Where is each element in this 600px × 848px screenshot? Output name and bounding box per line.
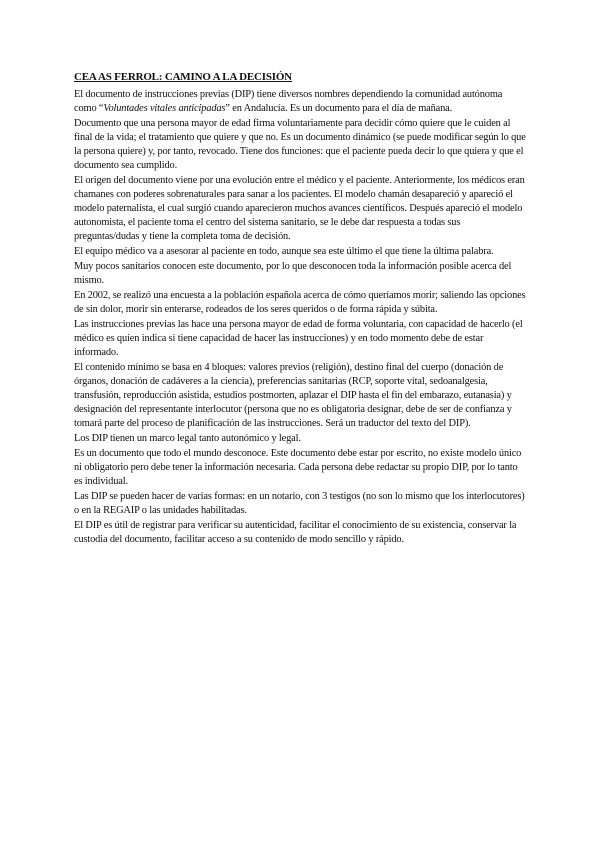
intro-italic-term: Voluntades vitales anticipadas <box>103 103 226 114</box>
paragraph: El contenido mínimo se basa en 4 bloques: valores previos (religión), destino final del cuerpo (donación de órganos, donación de cadáveres a la ciencia), preferencias sanitarias (RCP, soporte vital, sedoanalgesia, transfusión, reproducción asistida, estudios postmorten, aplazar el DIP hasta el fin del embarazo, eutanasia) y designación del representante interlocutor (persona que no es obligatoria designar, debe de ser de confianza y tomará parte del proceso de planificación de las instrucciones. Será un traductor del texto del DIP). <box>74 362 512 429</box>
paragraph: Es un documento que todo el mundo desconoce. Este documento debe estar por escrito, no existe modelo único ni obligatorio pero debe tener la información necesaria. Cada persona debe redactar su propio DIP, por lo tanto es individual. <box>74 448 522 487</box>
paragraph: El origen del documento viene por una evolución entre el médico y el paciente. Anteriormente, los médicos eran chamanes con poderes sobrenaturales para sanar a los pacientes. El modelo chamán desapareció y apareció el modelo paternalista, el cual surgió cuando aparecieron muchos avances científicos. Después apareció el modelo autonomista, el paciente toma el centro del sistema sanitario, se le debe dar respuesta a todas sus preguntas/dudas y tiene la completa toma de decisión. <box>74 175 525 242</box>
paragraph: El equipo médico va a asesorar al paciente en todo, aunque sea este último el que tiene la última palabra. <box>74 246 494 257</box>
intro-text-end: ” en Andalucía. Es un documento para el día de mañana. <box>225 103 453 114</box>
paragraph: Las instrucciones previas las hace una persona mayor de edad de forma voluntaria, con capacidad de hacerlo (el médico es quien indica si tiene capacidad de hacer las instrucciones) y en todo momento debe de estar informado. <box>74 319 523 358</box>
paragraph: Muy pocos sanitarios conocen este documento, por lo que desconocen toda la información posible acerca del mismo. <box>74 261 512 286</box>
paragraph: En 2002, se realizó una encuesta a la población española acerca de cómo queríamos morir; saliendo las opciones de sin dolor, morir sin enterarse, rodeados de los seres queridos o de forma rápida y súbita. <box>74 290 526 315</box>
document-body <box>74 70 526 548</box>
paragraph: Los DIP tienen un marco legal tanto autonómico y legal. <box>74 433 301 444</box>
paragraph: Las DIP se pueden hacer de varias formas: en un notario, con 3 testigos (no son lo mismo que los interlocutores) o en la REGAIP o las unidades habilitadas. <box>74 491 525 516</box>
document-title: CEA AS FERROL: CAMINO A LA DECISIÓN <box>74 71 292 83</box>
paragraph: Documento que una persona mayor de edad firma voluntariamente para decidir cómo quiere que le cuiden al final de la vida; el tratamiento que quiere y que no. Es un documento dinámico (se puede modificar según lo que la persona quiere) y, por tanto, revocado. Tiene dos funciones: que el paciente pueda decir lo que quiera y que el documento sea cumplido. <box>74 118 526 171</box>
paragraph-intro <box>74 88 526 116</box>
intro-text-start: El documento de instrucciones previas (DIP) tiene diversos nombres dependiendo la comunidad autónoma como “ <box>74 89 503 114</box>
paragraph: El DIP es útil de registrar para verificar su autenticidad, facilitar el conocimiento de su existencia, conservar la custodia del documento, facilitar acceso a su contenido de modo sencillo y rápido. <box>74 520 517 545</box>
